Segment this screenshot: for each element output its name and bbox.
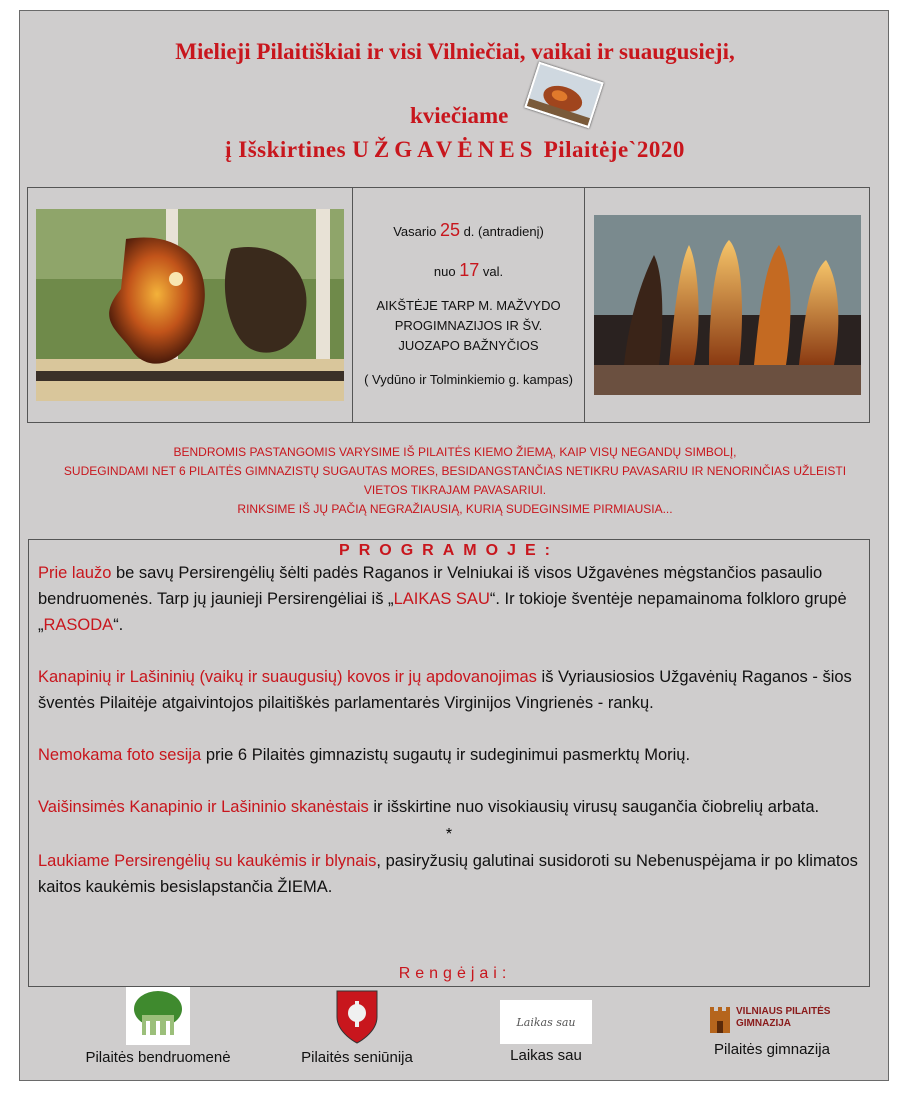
organizer-label: Pilaitės seniūnija — [301, 1049, 413, 1066]
right-photo-cell — [585, 188, 870, 423]
invite-line: kviečiame — [410, 103, 509, 128]
mask-photo-icon — [527, 64, 601, 126]
program-item-battle: Kanapinių ir Lašininių (vaikų ir suaugusių) kovos ir jų apdovanojimas iš Vyriausiosios Užgavėnių Raganos - šios šventės Pilaitėje atgaivintojos pilaitiškės parlamentarės Virginijos Vingrienės - rankų. — [38, 668, 852, 712]
community-logo-icon — [126, 987, 190, 1045]
event-title — [20, 137, 890, 163]
organizer-label: Laikas sau — [510, 1047, 582, 1064]
event-details-cell — [353, 188, 585, 423]
gymnasium-logo — [692, 1001, 852, 1035]
event-title-prefix: į Išskirtines — [225, 137, 353, 162]
event-day: 25 — [439, 220, 460, 240]
greeting-line: Mielieji Pilaitiškiai ir visi Vilniečiai, vaikai ir suaugusieji, — [175, 39, 735, 64]
intro-line: VIETOS TIKRAJAM PAVASARIUI. — [363, 483, 547, 497]
organizer-community — [68, 987, 248, 1066]
event-date: Vasario 25 d. (antradienį) — [393, 220, 544, 240]
poster — [19, 10, 889, 1081]
program-box — [28, 539, 870, 987]
event-hour: 17 — [459, 260, 480, 280]
organizers-title: Rengėjai: — [398, 965, 512, 982]
laikas-sau-logo: Laikas sau — [500, 1000, 592, 1044]
intro-line: RINKSIME IŠ JŲ PAČIĄ NEGRAŽIAUSIĄ, KURIĄ SUDEGINSIME PIRMIAUSIA... — [237, 502, 673, 516]
wooden-mask-photo — [36, 209, 344, 401]
intro-line: BENDROMIS PASTANGOMIS VARYSIME IŠ PILAITĖS KIEMO ŽIEMĄ, KAIP VISŲ NEGANDŲ SIMBOLĮ, — [173, 445, 737, 459]
organizer-gymnasium — [692, 1001, 852, 1058]
coat-of-arms-icon — [334, 987, 380, 1045]
intro-text — [28, 443, 882, 519]
event-place: AIKŠTĖJE TARP M. MAŽVYDO PROGIMNAZIJOS IR ŠV. JUOZAPO BAŽNYČIOS — [376, 298, 561, 353]
small-decorative-photo — [524, 62, 604, 129]
event-time: nuo 17 val. — [433, 260, 504, 280]
separator-star: * — [445, 826, 453, 843]
program-item-treats: Vaišinsimės Kanapinio ir Lašininio skanėstais ir išskirtine nuo visokiausių virusų saugančia čiobrelių arbata. — [38, 798, 820, 816]
organizer-label: Pilaitės bendruomenė — [85, 1049, 231, 1066]
left-photo-cell — [28, 188, 353, 423]
event-title-suffix: Pilaitėje`2020 — [537, 137, 685, 162]
organizer-label: Pilaitės gimnazija — [714, 1041, 830, 1058]
program-item-bonfire: Prie laužo be savų Persirengėlių šėlti padės Raganos ir Velniukai iš visos Užgavėnes mėgstančios pasaulio bendruomenės. Tarp jų jaunieji Persirengėliai iš „LAIKAS SAU“. Ir tokioje šventėje nepamainoma folkloro grupė „RASODA“. — [38, 564, 847, 634]
organizer-eldership — [282, 987, 432, 1066]
gymnasium-logo-text: VILNIAUS PILAITĖS GIMNAZIJA — [736, 1006, 831, 1029]
program-item-photo: Nemokama foto sesija prie 6 Pilaitės gimnazistų sugautų ir sudeginimui pasmerktų Morių. — [38, 746, 691, 764]
event-info-table — [27, 187, 870, 423]
event-title-main: UŽGAVĖNES — [352, 137, 538, 162]
program-title: PROGRAMOJE: — [339, 542, 559, 559]
program-item-costumes: Laukiame Persirengėlių su kaukėmis ir blynais, pasiryžusių galutinai susidoroti su Nebenuspėjama ir po klimatos kaitos kaukėmis besislapstančia ŽIEMA. — [38, 852, 858, 896]
wooden-figures-photo — [594, 215, 861, 395]
organizer-laikas-sau — [476, 987, 616, 1064]
castle-icon — [708, 1003, 732, 1033]
intro-line: SUDEGINDAMI NET 6 PILAITĖS GIMNAZISTŲ SUGAUTAS MORES, BESIDANGSTANČIAS NETIKRU PAVASARIU IR NENORINČIAS UŽLEISTI — [63, 464, 847, 478]
event-corner: ( Vydūno ir Tolminkiemio g. kampas) — [364, 372, 573, 387]
